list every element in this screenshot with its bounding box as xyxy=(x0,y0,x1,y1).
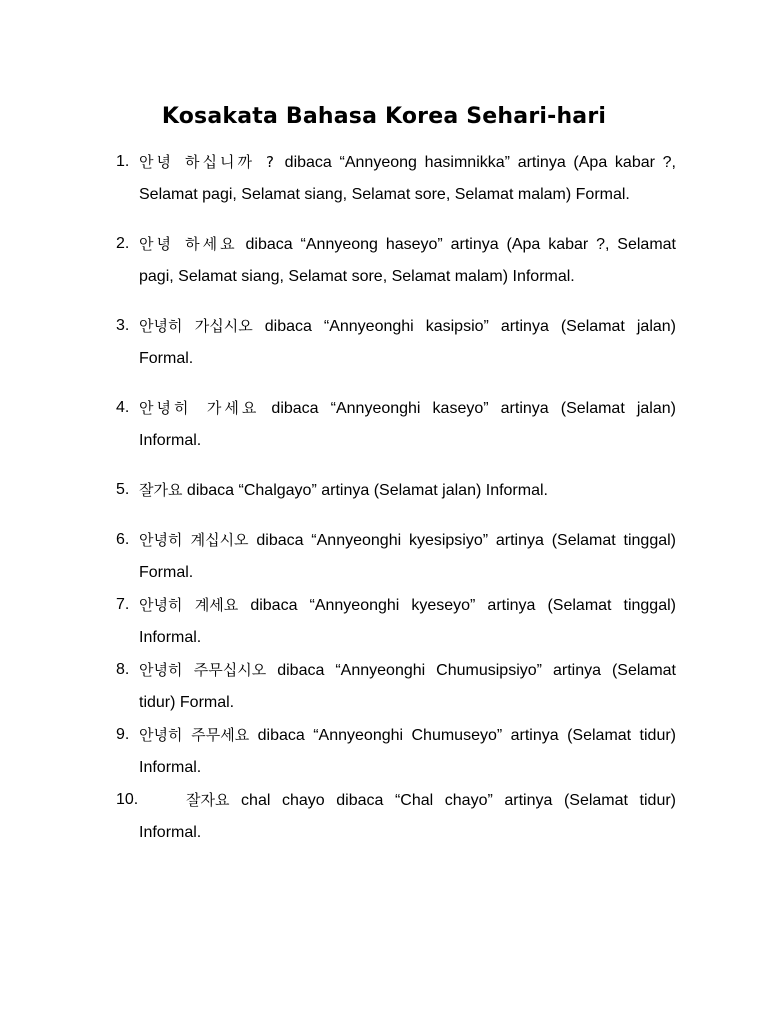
item-number: 10. xyxy=(116,791,139,808)
korean-phrase: 안녕 하십니까 ? xyxy=(139,153,277,171)
korean-phrase: 잘가요 xyxy=(139,481,183,499)
item-number: 4. xyxy=(116,399,130,416)
list-item-2 xyxy=(116,228,676,293)
item-text: dibaca “Annyeong haseyo” artinya (Apa kabar ?, Selamat pagi, Selamat siang, Selamat sore, Selamat malam) Informal. xyxy=(139,236,677,285)
item-number: 9. xyxy=(116,726,130,743)
item-text: dibaca “Annyeonghi kasipsio” artinya (Selamat jalan) Formal. xyxy=(139,318,676,367)
korean-phrase: 안녕히 계세요 xyxy=(139,596,239,614)
document-title: Kosakata Bahasa Korea Sehari-hari xyxy=(161,104,607,129)
list-item-7 xyxy=(116,589,676,654)
item-number: 3. xyxy=(116,317,130,334)
item-number: 8. xyxy=(116,661,130,678)
list-item-4 xyxy=(116,392,676,457)
list-item-9 xyxy=(116,719,676,784)
item-text: dibaca “Annyeonghi Chumusipsiyo” artinya (Selamat tidur) Formal. xyxy=(139,662,676,711)
list-item-3 xyxy=(116,310,676,375)
list-item-6 xyxy=(116,524,676,589)
vocabulary-list xyxy=(116,146,676,849)
list-item-5 xyxy=(116,474,676,507)
item-text: dibaca “Annyeonghi kyeseyo” artinya (Selamat tinggal) Informal. xyxy=(139,597,676,646)
korean-phrase: 잘자요 xyxy=(186,791,230,809)
list-item-1 xyxy=(116,146,676,211)
item-number: 7. xyxy=(116,596,130,613)
korean-phrase: 안녕 하세요 xyxy=(139,235,238,253)
item-number: 2. xyxy=(116,235,130,252)
item-text: dibaca “Chalgayo” artinya (Selamat jalan) Informal. xyxy=(182,482,548,499)
korean-phrase: 안녕히 계십시오 xyxy=(139,531,249,549)
item-text: dibaca “Annyeonghi Chumuseyo” artinya (Selamat tidur) Informal. xyxy=(139,727,677,776)
item-number: 1. xyxy=(116,153,130,170)
korean-phrase: 안녕히 주무세요 xyxy=(139,726,250,744)
item-number: 5. xyxy=(116,481,130,498)
korean-phrase: 안녕히 가십시오 xyxy=(139,317,253,335)
korean-phrase: 안녕히 가세요 xyxy=(139,399,260,417)
item-text: dibaca “Annyeong hasimnikka” artinya (Apa kabar ?, Selamat pagi, Selamat siang, Selamat sore, Selamat malam) Formal. xyxy=(139,154,676,203)
korean-phrase: 안녕히 주무십시오 xyxy=(139,661,267,679)
list-item-8 xyxy=(116,654,676,719)
item-text: dibaca “Annyeonghi kyesipsiyo” artinya (Selamat tinggal) Formal. xyxy=(139,532,676,581)
item-number: 6. xyxy=(116,531,130,548)
list-item-10 xyxy=(116,784,676,849)
item-text: dibaca “Annyeonghi kaseyo” artinya (Selamat jalan) Informal. xyxy=(139,400,676,449)
item-text: chal chayo dibaca “Chal chayo” artinya (Selamat tidur) Informal. xyxy=(139,792,676,841)
